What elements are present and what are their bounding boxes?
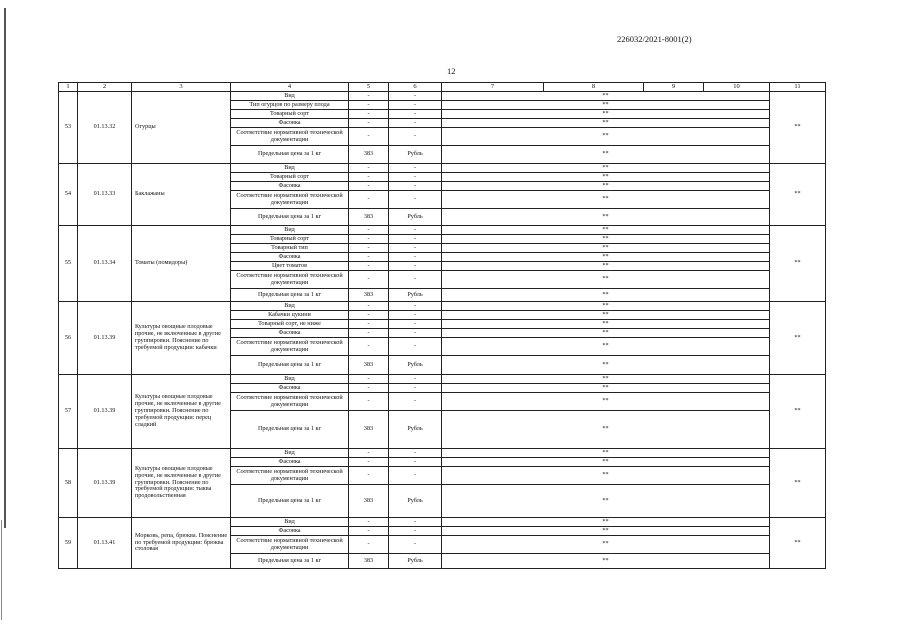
value-cell: ** [442, 467, 770, 485]
unit-code-cell: 383 [349, 356, 389, 375]
unit-code-cell: - [349, 384, 389, 393]
unit-code-cell: - [349, 536, 389, 554]
col11-cell: ** [770, 302, 826, 375]
product-name: Культуры овощные плодовые прочие, не включенные в другие группировки. Пояснение по требуемой продукции: кабачки [132, 302, 231, 375]
col11-cell: ** [770, 164, 826, 226]
unit-code-cell: 383 [349, 554, 389, 569]
value-cell: ** [442, 375, 770, 384]
unit-name-cell: - [389, 536, 442, 554]
unit-name-cell: - [389, 338, 442, 356]
characteristic-name: Товарный сорт, не ниже [231, 320, 349, 329]
value-cell: ** [442, 311, 770, 320]
unit-code-cell: - [349, 527, 389, 536]
unit-code-cell: - [349, 393, 389, 411]
unit-name-cell: Рубль [389, 411, 442, 449]
col-header-4: 4 [231, 83, 349, 92]
unit-code-cell: 383 [349, 411, 389, 449]
unit-name-cell: - [389, 384, 442, 393]
unit-name-cell: - [389, 128, 442, 146]
value-cell: ** [442, 164, 770, 173]
value-cell: ** [442, 146, 770, 164]
value-cell: ** [442, 536, 770, 554]
unit-code-cell: - [349, 191, 389, 209]
characteristic-name: Тип огурцов по размеру плода [231, 101, 349, 110]
unit-name-cell: - [389, 164, 442, 173]
characteristic-name: Вид [231, 164, 349, 173]
unit-name-cell: Рубль [389, 209, 442, 226]
unit-code-cell: - [349, 375, 389, 384]
unit-name-cell: - [389, 101, 442, 110]
table-row [59, 449, 826, 458]
binding-mark [4, 8, 6, 528]
value-cell: ** [442, 182, 770, 191]
unit-name-cell: - [389, 191, 442, 209]
characteristic-name: Фасовка [231, 253, 349, 262]
value-cell: ** [442, 458, 770, 467]
unit-code-cell: 383 [349, 209, 389, 226]
characteristic-name: Предельная цена за 1 кг [231, 554, 349, 569]
value-cell: ** [442, 271, 770, 289]
unit-code-cell: - [349, 320, 389, 329]
product-name: Культуры овощные плодовые прочие, не включенные в другие группировки. Пояснение по требуемой продукции: тыква продовольственная [132, 449, 231, 518]
col-header-10: 10 [704, 83, 770, 92]
col11-cell: ** [770, 449, 826, 518]
okpd-code: 01.13.34 [78, 226, 132, 302]
value-cell: ** [442, 110, 770, 119]
value-cell: ** [442, 209, 770, 226]
unit-name-cell: - [389, 182, 442, 191]
unit-name-cell: - [389, 329, 442, 338]
unit-code-cell: - [349, 518, 389, 527]
unit-code-cell: - [349, 311, 389, 320]
characteristic-name: Кабачки цукини [231, 311, 349, 320]
unit-name-cell: - [389, 244, 442, 253]
value-cell: ** [442, 244, 770, 253]
unit-name-cell: - [389, 262, 442, 271]
product-name: Томаты (помидоры) [132, 226, 231, 302]
unit-code-cell: - [349, 271, 389, 289]
product-name: Баклажаны [132, 164, 231, 226]
col-header-1: 1 [59, 83, 78, 92]
value-cell: ** [442, 329, 770, 338]
characteristic-name: Товарный сорт [231, 110, 349, 119]
row-number: 58 [59, 449, 78, 518]
value-cell: ** [442, 226, 770, 235]
characteristic-name: Соответствие нормативной технической документации [231, 128, 349, 146]
col-header-2: 2 [78, 83, 132, 92]
unit-code-cell: 383 [349, 289, 389, 302]
characteristic-name: Вид [231, 92, 349, 101]
unit-name-cell: - [389, 518, 442, 527]
unit-name-cell: Рубль [389, 146, 442, 164]
characteristic-name: Соответствие нормативной технической документации [231, 467, 349, 485]
characteristic-name: Фасовка [231, 384, 349, 393]
characteristic-name: Соответствие нормативной технической документации [231, 271, 349, 289]
unit-name-cell: - [389, 458, 442, 467]
col11-cell: ** [770, 518, 826, 569]
characteristic-name: Соответствие нормативной технической документации [231, 393, 349, 411]
value-cell: ** [442, 518, 770, 527]
unit-code-cell: - [349, 92, 389, 101]
characteristic-name: Соответствие нормативной технической документации [231, 536, 349, 554]
unit-code-cell: - [349, 329, 389, 338]
unit-code-cell: - [349, 164, 389, 173]
table-row [59, 92, 826, 101]
col-header-9: 9 [644, 83, 704, 92]
binding-mark-lower [1, 520, 2, 620]
characteristic-name: Фасовка [231, 182, 349, 191]
unit-name-cell: - [389, 467, 442, 485]
characteristic-name: Предельная цена за 1 кг [231, 209, 349, 226]
characteristic-name: Фасовка [231, 119, 349, 128]
table-row [59, 302, 826, 311]
unit-code-cell: - [349, 173, 389, 182]
characteristic-name: Товарный тип [231, 244, 349, 253]
value-cell: ** [442, 191, 770, 209]
price-table [58, 82, 826, 569]
col11-cell: ** [770, 375, 826, 449]
col11-cell: ** [770, 226, 826, 302]
unit-code-cell: - [349, 119, 389, 128]
table-row [59, 226, 826, 235]
document-number: 226032/2021-8001(2) [617, 34, 692, 44]
unit-name-cell: - [389, 320, 442, 329]
okpd-code: 01.13.39 [78, 302, 132, 375]
value-cell: ** [442, 119, 770, 128]
value-cell: ** [442, 338, 770, 356]
row-number: 59 [59, 518, 78, 569]
value-cell: ** [442, 128, 770, 146]
value-cell: ** [442, 289, 770, 302]
col-header-11: 11 [770, 83, 826, 92]
characteristic-name: Предельная цена за 1 кг [231, 289, 349, 302]
col-header-3: 3 [132, 83, 231, 92]
unit-code-cell: 383 [349, 146, 389, 164]
table-body [59, 92, 826, 569]
characteristic-name: Предельная цена за 1 кг [231, 411, 349, 449]
characteristic-name: Вид [231, 226, 349, 235]
okpd-code: 01.13.41 [78, 518, 132, 569]
characteristic-name: Товарный сорт [231, 173, 349, 182]
characteristic-name: Вид [231, 449, 349, 458]
table-row [59, 375, 826, 384]
row-number: 57 [59, 375, 78, 449]
characteristic-name: Предельная цена за 1 кг [231, 485, 349, 518]
unit-code-cell: - [349, 244, 389, 253]
unit-name-cell: - [389, 253, 442, 262]
unit-name-cell: - [389, 449, 442, 458]
characteristic-name: Вид [231, 518, 349, 527]
value-cell: ** [442, 253, 770, 262]
value-cell: ** [442, 92, 770, 101]
unit-code-cell: - [349, 253, 389, 262]
value-cell: ** [442, 101, 770, 110]
col11-cell: ** [770, 92, 826, 164]
unit-code-cell: - [349, 467, 389, 485]
unit-name-cell: - [389, 393, 442, 411]
unit-name-cell: Рубль [389, 356, 442, 375]
okpd-code: 01.13.39 [78, 449, 132, 518]
table-row [59, 164, 826, 173]
unit-code-cell: - [349, 226, 389, 235]
characteristic-name: Предельная цена за 1 кг [231, 146, 349, 164]
unit-code-cell: - [349, 302, 389, 311]
unit-name-cell: - [389, 311, 442, 320]
col-header-5: 5 [349, 83, 389, 92]
unit-name-cell: Рубль [389, 554, 442, 569]
characteristic-name: Цвет томатов [231, 262, 349, 271]
unit-name-cell: - [389, 375, 442, 384]
row-number: 55 [59, 226, 78, 302]
col-header-6: 6 [389, 83, 442, 92]
page-number: 12 [447, 66, 456, 76]
value-cell: ** [442, 320, 770, 329]
characteristic-name: Предельная цена за 1 кг [231, 356, 349, 375]
row-number: 53 [59, 92, 78, 164]
unit-name-cell: Рубль [389, 485, 442, 518]
unit-name-cell: - [389, 92, 442, 101]
product-name: Культуры овощные плодовые прочие, не включенные в другие группировки. Пояснение по требуемой продукции: перец сладкий [132, 375, 231, 449]
unit-code-cell: - [349, 110, 389, 119]
unit-code-cell: - [349, 128, 389, 146]
table-row [59, 518, 826, 527]
unit-name-cell: - [389, 302, 442, 311]
value-cell: ** [442, 384, 770, 393]
product-name: Морковь, репа, брюква. Пояснение по требуемой продукции: брюква столовая [132, 518, 231, 569]
unit-name-cell: - [389, 271, 442, 289]
value-cell: ** [442, 173, 770, 182]
unit-code-cell: - [349, 182, 389, 191]
unit-name-cell: - [389, 110, 442, 119]
value-cell: ** [442, 393, 770, 411]
value-cell: ** [442, 485, 770, 518]
characteristic-name: Товарный сорт [231, 235, 349, 244]
unit-code-cell: - [349, 262, 389, 271]
characteristic-name: Соответствие нормативной технической документации [231, 191, 349, 209]
unit-name-cell: - [389, 119, 442, 128]
characteristic-name: Фасовка [231, 458, 349, 467]
unit-code-cell: - [349, 338, 389, 356]
okpd-code: 01.13.32 [78, 92, 132, 164]
value-cell: ** [442, 411, 770, 449]
okpd-code: 01.13.39 [78, 375, 132, 449]
unit-name-cell: Рубль [389, 289, 442, 302]
value-cell: ** [442, 449, 770, 458]
characteristic-name: Фасовка [231, 527, 349, 536]
unit-code-cell: - [349, 458, 389, 467]
col-header-8: 8 [544, 83, 644, 92]
value-cell: ** [442, 356, 770, 375]
value-cell: ** [442, 527, 770, 536]
unit-name-cell: - [389, 527, 442, 536]
unit-code-cell: - [349, 101, 389, 110]
value-cell: ** [442, 302, 770, 311]
characteristic-name: Вид [231, 375, 349, 384]
unit-code-cell: - [349, 449, 389, 458]
characteristic-name: Вид [231, 302, 349, 311]
unit-name-cell: - [389, 235, 442, 244]
col-header-7: 7 [442, 83, 544, 92]
unit-code-cell: 383 [349, 485, 389, 518]
characteristic-name: Фасовка [231, 329, 349, 338]
header-row [59, 83, 826, 92]
unit-name-cell: - [389, 173, 442, 182]
row-number: 56 [59, 302, 78, 375]
value-cell: ** [442, 262, 770, 271]
characteristic-name: Соответствие нормативной технической документации [231, 338, 349, 356]
unit-code-cell: - [349, 235, 389, 244]
unit-name-cell: - [389, 226, 442, 235]
value-cell: ** [442, 235, 770, 244]
row-number: 54 [59, 164, 78, 226]
product-name: Огурцы [132, 92, 231, 164]
okpd-code: 01.13.33 [78, 164, 132, 226]
value-cell: ** [442, 554, 770, 569]
